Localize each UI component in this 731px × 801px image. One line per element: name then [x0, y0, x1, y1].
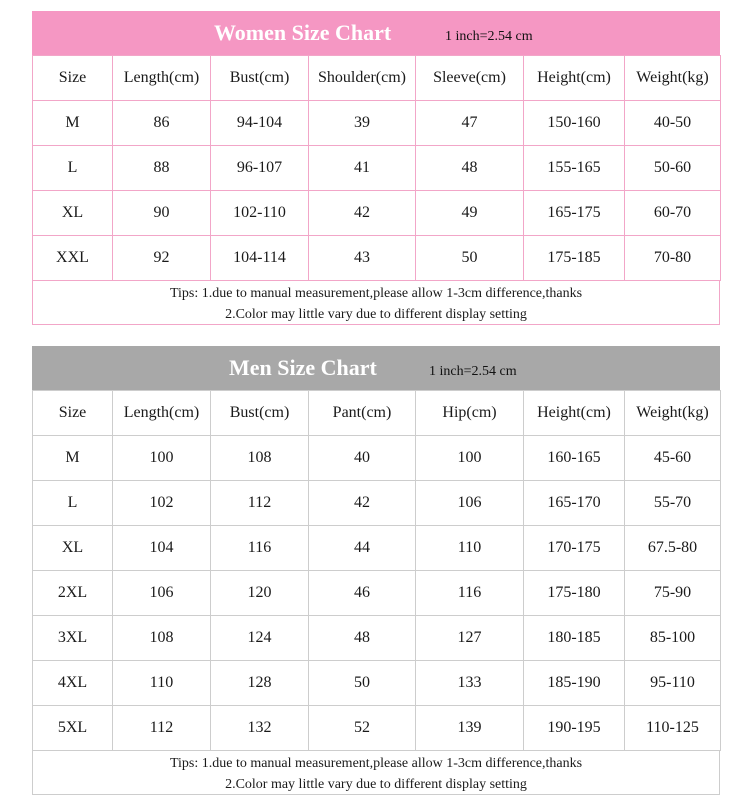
men-column-header: Length(cm) — [113, 391, 211, 436]
table-cell: 88 — [113, 146, 211, 191]
table-cell: 175-185 — [524, 236, 625, 281]
women-tip-line-2: 2.Color may little vary due to different display setting — [225, 307, 527, 322]
table-cell: 190-195 — [524, 706, 625, 751]
table-cell: 100 — [416, 436, 524, 481]
table-cell: 155-165 — [524, 146, 625, 191]
table-cell: XL — [33, 191, 113, 236]
table-cell: 44 — [309, 526, 416, 571]
table-cell: 75-90 — [625, 571, 721, 616]
men-tip-line-2: 2.Color may little vary due to different display setting — [225, 777, 527, 792]
table-cell: 160-165 — [524, 436, 625, 481]
men-chart-tips — [32, 751, 720, 795]
table-cell: 175-180 — [524, 571, 625, 616]
table-cell: 45-60 — [625, 436, 721, 481]
table-cell: 39 — [309, 101, 416, 146]
table-cell: 108 — [113, 616, 211, 661]
table-cell: 110 — [113, 661, 211, 706]
table-row — [33, 706, 721, 751]
table-cell: 42 — [309, 481, 416, 526]
table-cell: 46 — [309, 571, 416, 616]
table-cell: 102 — [113, 481, 211, 526]
table-cell: 110-125 — [625, 706, 721, 751]
table-cell: 165-175 — [524, 191, 625, 236]
women-header-row — [33, 56, 721, 101]
table-cell: 116 — [211, 526, 309, 571]
women-tip-line-1: Tips: 1.due to manual measurement,please allow 1-3cm difference,thanks — [169, 286, 583, 301]
women-column-header: Shoulder(cm) — [309, 56, 416, 101]
table-cell: 60-70 — [625, 191, 721, 236]
table-cell: 85-100 — [625, 616, 721, 661]
men-chart-inch-note: 1 inch=2.54 cm — [429, 364, 517, 379]
table-cell: 4XL — [33, 661, 113, 706]
table-row — [33, 191, 721, 236]
table-cell: 50 — [416, 236, 524, 281]
men-column-header: Weight(kg) — [625, 391, 721, 436]
table-cell: 5XL — [33, 706, 113, 751]
women-column-header: Length(cm) — [113, 56, 211, 101]
table-cell: 52 — [309, 706, 416, 751]
table-row — [33, 526, 721, 571]
table-cell: L — [33, 146, 113, 191]
table-cell: 42 — [309, 191, 416, 236]
table-cell: M — [33, 101, 113, 146]
table-cell: 40-50 — [625, 101, 721, 146]
table-cell: 49 — [416, 191, 524, 236]
table-cell: XXL — [33, 236, 113, 281]
men-column-header: Bust(cm) — [211, 391, 309, 436]
table-row — [33, 146, 721, 191]
women-size-table — [32, 55, 721, 281]
table-row — [33, 661, 721, 706]
table-cell: 104 — [113, 526, 211, 571]
table-cell: 124 — [211, 616, 309, 661]
table-row — [33, 436, 721, 481]
men-size-chart — [32, 346, 720, 795]
women-column-header: Bust(cm) — [211, 56, 309, 101]
table-row — [33, 571, 721, 616]
table-cell: 106 — [113, 571, 211, 616]
men-tip-line-1: Tips: 1.due to manual measurement,please allow 1-3cm difference,thanks — [169, 756, 583, 771]
table-row — [33, 616, 721, 661]
women-chart-inch-note: 1 inch=2.54 cm — [445, 29, 533, 44]
table-cell: 116 — [416, 571, 524, 616]
table-cell: 2XL — [33, 571, 113, 616]
men-column-header: Height(cm) — [524, 391, 625, 436]
table-cell: 41 — [309, 146, 416, 191]
women-column-header: Weight(kg) — [625, 56, 721, 101]
table-cell: 180-185 — [524, 616, 625, 661]
women-column-header: Sleeve(cm) — [416, 56, 524, 101]
table-cell: 90 — [113, 191, 211, 236]
table-cell: 128 — [211, 661, 309, 706]
table-cell: 50 — [309, 661, 416, 706]
table-row — [33, 236, 721, 281]
men-size-table — [32, 390, 721, 751]
table-cell: 106 — [416, 481, 524, 526]
table-cell: 48 — [416, 146, 524, 191]
table-cell: 70-80 — [625, 236, 721, 281]
table-cell: 112 — [113, 706, 211, 751]
table-cell: 102-110 — [211, 191, 309, 236]
table-cell: 50-60 — [625, 146, 721, 191]
table-cell: 47 — [416, 101, 524, 146]
women-size-chart — [32, 11, 720, 325]
table-cell: 92 — [113, 236, 211, 281]
table-cell: XL — [33, 526, 113, 571]
men-column-header: Pant(cm) — [309, 391, 416, 436]
table-cell: 55-70 — [625, 481, 721, 526]
table-cell: 40 — [309, 436, 416, 481]
table-cell: 100 — [113, 436, 211, 481]
men-column-header: Hip(cm) — [416, 391, 524, 436]
women-chart-banner — [32, 11, 720, 55]
women-chart-title: Women Size Chart — [214, 20, 392, 45]
men-column-header: Size — [33, 391, 113, 436]
table-cell: 43 — [309, 236, 416, 281]
women-column-header: Height(cm) — [524, 56, 625, 101]
men-chart-title: Men Size Chart — [229, 355, 377, 380]
table-cell: 110 — [416, 526, 524, 571]
table-cell: 150-160 — [524, 101, 625, 146]
table-cell: 67.5-80 — [625, 526, 721, 571]
table-cell: 132 — [211, 706, 309, 751]
table-cell: 104-114 — [211, 236, 309, 281]
men-header-row — [33, 391, 721, 436]
table-cell: 165-170 — [524, 481, 625, 526]
table-cell: 127 — [416, 616, 524, 661]
table-cell: 48 — [309, 616, 416, 661]
table-row — [33, 481, 721, 526]
table-cell: 86 — [113, 101, 211, 146]
table-cell: 96-107 — [211, 146, 309, 191]
women-column-header: Size — [33, 56, 113, 101]
table-cell: L — [33, 481, 113, 526]
table-cell: 170-175 — [524, 526, 625, 571]
table-cell: M — [33, 436, 113, 481]
table-cell: 95-110 — [625, 661, 721, 706]
table-cell: 3XL — [33, 616, 113, 661]
men-chart-banner — [32, 346, 720, 390]
table-cell: 108 — [211, 436, 309, 481]
table-cell: 139 — [416, 706, 524, 751]
table-cell: 94-104 — [211, 101, 309, 146]
table-cell: 112 — [211, 481, 309, 526]
table-cell: 133 — [416, 661, 524, 706]
table-cell: 120 — [211, 571, 309, 616]
women-chart-tips — [32, 281, 720, 325]
table-row — [33, 101, 721, 146]
table-cell: 185-190 — [524, 661, 625, 706]
